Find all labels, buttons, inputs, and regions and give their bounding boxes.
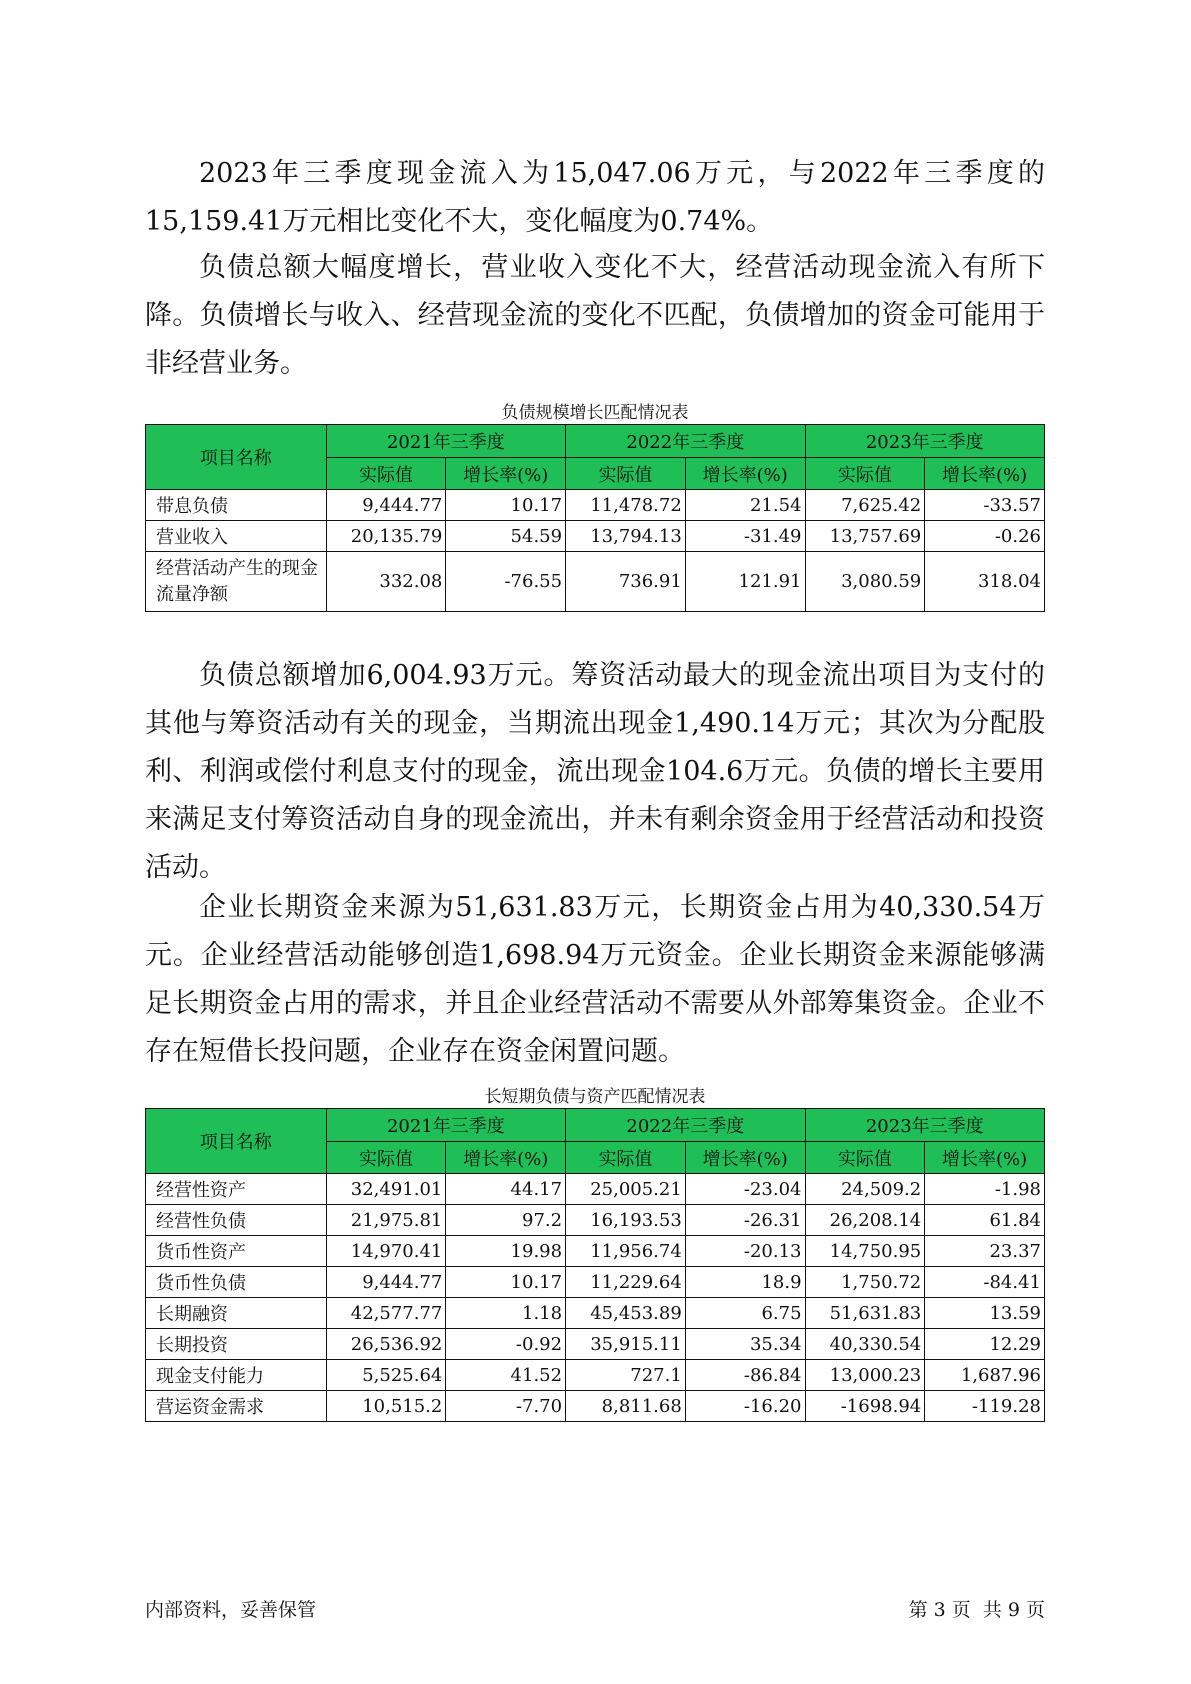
cell-value: 18.9 [685,1267,805,1298]
cell-value: -0.92 [446,1329,566,1360]
cell-value: -1698.94 [805,1391,925,1422]
table-header-period: 2023年三季度 [805,1109,1044,1142]
table-subheader-growth: 增长率(%) [925,1142,1045,1174]
cell-value: 14,750.95 [805,1236,925,1267]
cell-value: 1,750.72 [805,1267,925,1298]
cell-value: -23.04 [685,1174,805,1205]
cell-value: 736.91 [566,552,686,612]
table-row [146,1174,1045,1205]
row-label: 长期投资 [146,1329,327,1360]
cell-value: 45,453.89 [566,1298,686,1329]
cell-value: 26,208.14 [805,1205,925,1236]
table-row [146,1391,1045,1422]
cell-value: 20,135.79 [326,521,446,552]
paragraph-cash-inflow: 2023年三季度现金流入为15,047.06万元，与2022年三季度的15,159.41万元相比变化不大，变化幅度为0.74%。 [145,158,1045,237]
cell-value: 13,794.13 [566,521,686,552]
row-label: 货币性负债 [146,1267,327,1298]
cell-value: 24,509.2 [805,1174,925,1205]
table2-caption: 长短期负债与资产匹配情况表 [484,1087,706,1107]
cell-value: 13.59 [925,1298,1045,1329]
cell-value: 44.17 [446,1174,566,1205]
cell-value: -26.31 [685,1205,805,1236]
cell-value: 26,536.92 [326,1329,446,1360]
cell-value: 10,515.2 [326,1391,446,1422]
table-row [146,1267,1045,1298]
cell-value: 21,975.81 [326,1205,446,1236]
cell-value: 32,491.01 [326,1174,446,1205]
cell-value: 97.2 [446,1205,566,1236]
cell-value: 332.08 [326,552,446,612]
cell-value: -86.84 [685,1360,805,1391]
cell-value: 727.1 [566,1360,686,1391]
cell-value: 10.17 [446,490,566,521]
table-subheader-actual: 实际值 [805,458,925,490]
cell-value: 13,000.23 [805,1360,925,1391]
table-subheader-growth: 增长率(%) [685,458,805,490]
cell-value: -7.70 [446,1391,566,1422]
cell-value: 21.54 [685,490,805,521]
cell-value: 1,687.96 [925,1360,1045,1391]
table1-caption: 负债规模增长匹配情况表 [501,403,689,423]
cell-value: -76.55 [446,552,566,612]
cell-value: 11,956.74 [566,1236,686,1267]
table-subheader-actual: 实际值 [326,1142,446,1174]
row-label: 货币性资产 [146,1236,327,1267]
row-label: 现金支付能力 [146,1360,327,1391]
cell-value: 9,444.77 [326,1267,446,1298]
row-label: 经营性资产 [146,1174,327,1205]
table-subheader-actual: 实际值 [566,1142,686,1174]
table-subheader-actual: 实际值 [326,458,446,490]
row-label: 带息负债 [146,490,327,521]
table-subheader-growth: 增长率(%) [685,1142,805,1174]
cell-value: 121.91 [685,552,805,612]
cell-value: 23.37 [925,1236,1045,1267]
table-row [146,552,1045,612]
table-row [146,1205,1045,1236]
cell-value: -33.57 [925,490,1045,521]
table-header-period: 2022年三季度 [566,425,805,458]
table-subheader-actual: 实际值 [805,1142,925,1174]
cell-value: 40,330.54 [805,1329,925,1360]
paragraph-long-term-funds: 企业长期资金来源为51,631.83万元，长期资金占用为40,330.54万元。企业经营活动能够创造1,698.94万元资金。企业长期资金来源能够满足长期资金占用的需求，并且企业经营活动不需要从外部筹集资金。企业不存在短借长投问题，企业存在资金闲置问题。 [145,892,1045,1067]
footer-page-number: 第 3 页 共 9 页 [908,1599,1045,1621]
cell-value: 41.52 [446,1360,566,1391]
cell-value: 13,757.69 [805,521,925,552]
paragraph-financing-outflow: 负债总额增加6,004.93万元。筹资活动最大的现金流出项目为支付的其他与筹资活动有关的现金，当期流出现金1,490.14万元；其次为分配股利、利润或偿付利息支付的现金，流出现金104.6万元。负债的增长主要用来满足支付筹资活动自身的现金流出，并未有剩余资金用于经营活动和投资活动。 [145,660,1045,883]
cell-value: 12.29 [925,1329,1045,1360]
table-subheader-growth: 增长率(%) [446,1142,566,1174]
cell-value: 6.75 [685,1298,805,1329]
table-row [146,521,1045,552]
table-row [146,1236,1045,1267]
cell-value: -84.41 [925,1267,1045,1298]
table-header-period: 2021年三季度 [326,425,565,458]
cell-value: -31.49 [685,521,805,552]
table-row [146,1329,1045,1360]
asset-liability-match-table [145,1108,1045,1422]
cell-value: 35.34 [685,1329,805,1360]
cell-value: 3,080.59 [805,552,925,612]
paragraph-debt-mismatch: 负债总额大幅度增长，营业收入变化不大，经营活动现金流入有所下降。负债增长与收入、经营现金流的变化不匹配，负债增加的资金可能用于非经营业务。 [145,252,1045,379]
table-header-period: 2022年三季度 [566,1109,805,1142]
cell-value: 11,229.64 [566,1267,686,1298]
debt-growth-table [145,424,1045,612]
table-header-period: 2021年三季度 [326,1109,565,1142]
table-header-item: 项目名称 [146,425,327,490]
table-row [146,490,1045,521]
row-label: 营业收入 [146,521,327,552]
cell-value: 61.84 [925,1205,1045,1236]
row-label: 经营活动产生的现金流量净额 [146,552,327,612]
table-subheader-growth: 增长率(%) [925,458,1045,490]
cell-value: 16,193.53 [566,1205,686,1236]
cell-value: 25,005.21 [566,1174,686,1205]
cell-value: -16.20 [685,1391,805,1422]
cell-value: 5,525.64 [326,1360,446,1391]
row-label: 营运资金需求 [146,1391,327,1422]
table-header-item: 项目名称 [146,1109,327,1174]
cell-value: 1.18 [446,1298,566,1329]
row-label: 长期融资 [146,1298,327,1329]
table-subheader-actual: 实际值 [566,458,686,490]
cell-value: -0.26 [925,521,1045,552]
cell-value: 10.17 [446,1267,566,1298]
cell-value: 9,444.77 [326,490,446,521]
cell-value: 318.04 [925,552,1045,612]
cell-value: 8,811.68 [566,1391,686,1422]
cell-value: 19.98 [446,1236,566,1267]
table-row [146,1298,1045,1329]
cell-value: 42,577.77 [326,1298,446,1329]
cell-value: -20.13 [685,1236,805,1267]
cell-value: 7,625.42 [805,490,925,521]
cell-value: 14,970.41 [326,1236,446,1267]
row-label: 经营性负债 [146,1205,327,1236]
footer-confidential: 内部资料，妥善保管 [145,1599,317,1621]
cell-value: -1.98 [925,1174,1045,1205]
table-subheader-growth: 增长率(%) [446,458,566,490]
cell-value: 54.59 [446,521,566,552]
cell-value: -119.28 [925,1391,1045,1422]
cell-value: 35,915.11 [566,1329,686,1360]
table-row [146,1360,1045,1391]
cell-value: 11,478.72 [566,490,686,521]
table-header-period: 2023年三季度 [805,425,1044,458]
cell-value: 51,631.83 [805,1298,925,1329]
